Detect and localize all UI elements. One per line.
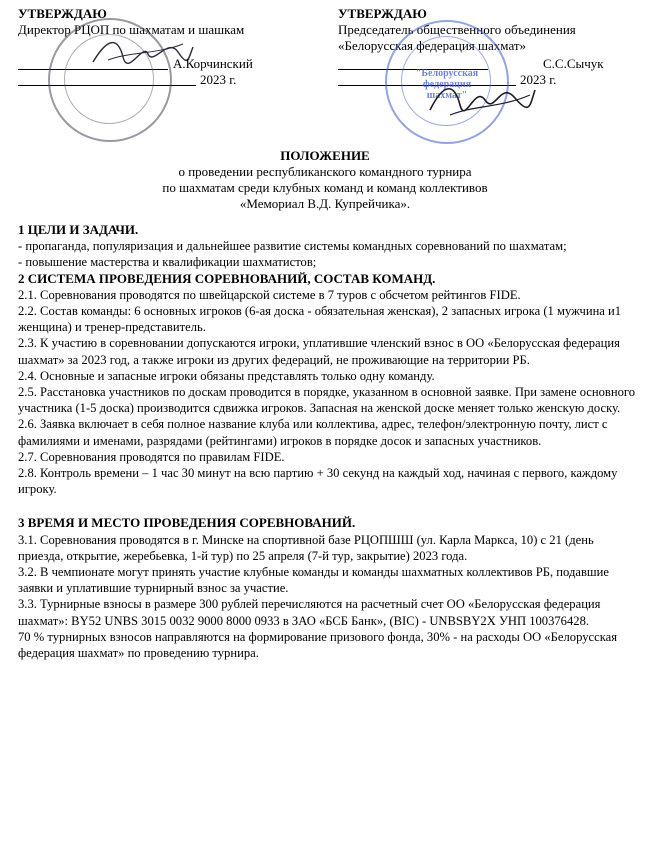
section-spacer — [18, 497, 638, 515]
document-title-block — [0, 148, 650, 212]
document-body — [18, 222, 638, 661]
section-2-heading: 2 СИСТЕМА ПРОВЕДЕНИЯ СОРЕВНОВАНИЙ, СОСТАВ КОМАНД. — [18, 270, 436, 286]
left-stamp-inner-ring — [64, 34, 154, 124]
right-year: 2023 г. — [520, 72, 557, 87]
section-2-item: 2.3. К участию в соревновании допускаются игроки, уплатившие членский взнос в ОО «Белорусская федерация шахмат» за 2023 год, а также игроки из других федераций, не проживающие на территории РБ. — [18, 336, 620, 367]
document-title: ПОЛОЖЕНИЕ — [280, 148, 370, 163]
title-line-3: «Мемориал В.Д. Купрейчика». — [239, 196, 411, 211]
title-line-1: о проведении республиканского командного турнира — [178, 164, 472, 179]
section-3-item: 3.3. Турнирные взносы в размере 300 рублей перечисляются на расчетный счет ОО «Белорусская федерация шахмат»: BY52 UNBS 3015 0032 9000 8000 0933 в ЗАО «БСБ Банк», (BIC) - UNBSBY2X УНП 100376428. — [18, 597, 601, 628]
section-3-item: 3.1. Соревнования проводятся в г. Минске на спортивной базе РЦОПШШ (ул. Карла Маркса, 10) с 21 (день приезда, открытие, жеребьевка, 1-й тур) по 25 апреля (7-й тур, закрытие) 2023 года. — [18, 532, 594, 563]
section-2-item: 2.6. Заявка включает в себя полное название клуба или коллектива, адрес, телефон/электронную почту, лист с фамилиями и именами, разрядами (рейтингами) игроков в порядке досок и запасных участников. — [18, 417, 608, 448]
title-line-2: по шахматам среди клубных команд и команд коллективов — [162, 180, 488, 195]
section-2-item: 2.7. Соревнования проводятся по правилам FIDE. — [18, 449, 285, 464]
left-stamp-icon — [48, 18, 172, 142]
right-approval-position-line2: «Белорусская федерация шахмат» — [338, 38, 527, 53]
section-2-item: 2.2. Состав команды: 6 основных игроков (6-ая доска - обязательная женская), 2 запасных игрока (1 мужчина и1 женщина) и тренер-представитель. — [18, 304, 622, 335]
left-signer-name: А.Корчинский — [173, 56, 253, 71]
section-2-item: 2.1. Соревнования проводятся по швейцарской системе в 7 туров с обсчетом рейтингов FIDE. — [18, 287, 521, 302]
right-approval-heading: УТВЕРЖДАЮ — [338, 6, 427, 21]
right-stamp-text: "Белорусская федерация шахмат" — [415, 68, 479, 101]
right-signature-icon — [420, 70, 540, 125]
section-3-item: 70 % турнирных взносов направляются на формирование призового фонда, 30% - на расходы ОО «Белорусская федерация шахмат» по проведению турнира. — [18, 629, 618, 661]
left-year: 2023 г. — [200, 72, 237, 87]
left-approval-position: Директор РЦОП по шахматам и шашкам — [18, 22, 245, 37]
section-2-item: 2.4. Основные и запасные игроки обязаны представлять только одну команду. — [18, 368, 435, 383]
section-1-item: - повышение мастерства и квалификации шахматистов; — [18, 255, 317, 270]
right-approval-position-line1: Председатель общественного объединения — [338, 22, 576, 37]
section-2-item: 2.8. Контроль времени – 1 час 30 минут на всю партию + 30 секунд на каждый ход, начиная с первого, каждому игроку. — [18, 466, 618, 497]
section-1-heading: 1 ЦЕЛИ И ЗАДАЧИ. — [18, 222, 139, 237]
section-2-item: 2.5. Расстановка участников по доскам проводится в порядке, указанном в основной заявке. При замене основного участника (1-5 доска) производится сдвижка игроков. Запасная на женской доске меняет только женскую доску. — [18, 385, 636, 416]
left-approval-heading: УТВЕРЖДАЮ — [18, 6, 107, 21]
section-3-item: 3.2. В чемпионате могут принять участие клубные команды и команды шахматных коллективов РБ, подавшие заявки и уплатившие турнирный взнос за участие. — [18, 565, 609, 596]
section-1-item: - пропаганда, популяризация и дальнейшее развитие системы командных соревнований по шахматам; — [18, 239, 567, 254]
section-3-heading: 3 ВРЕМЯ И МЕСТО ПРОВЕДЕНИЯ СОРЕВНОВАНИЙ. — [18, 515, 356, 531]
right-signer-name: С.С.Сычук — [543, 56, 604, 71]
